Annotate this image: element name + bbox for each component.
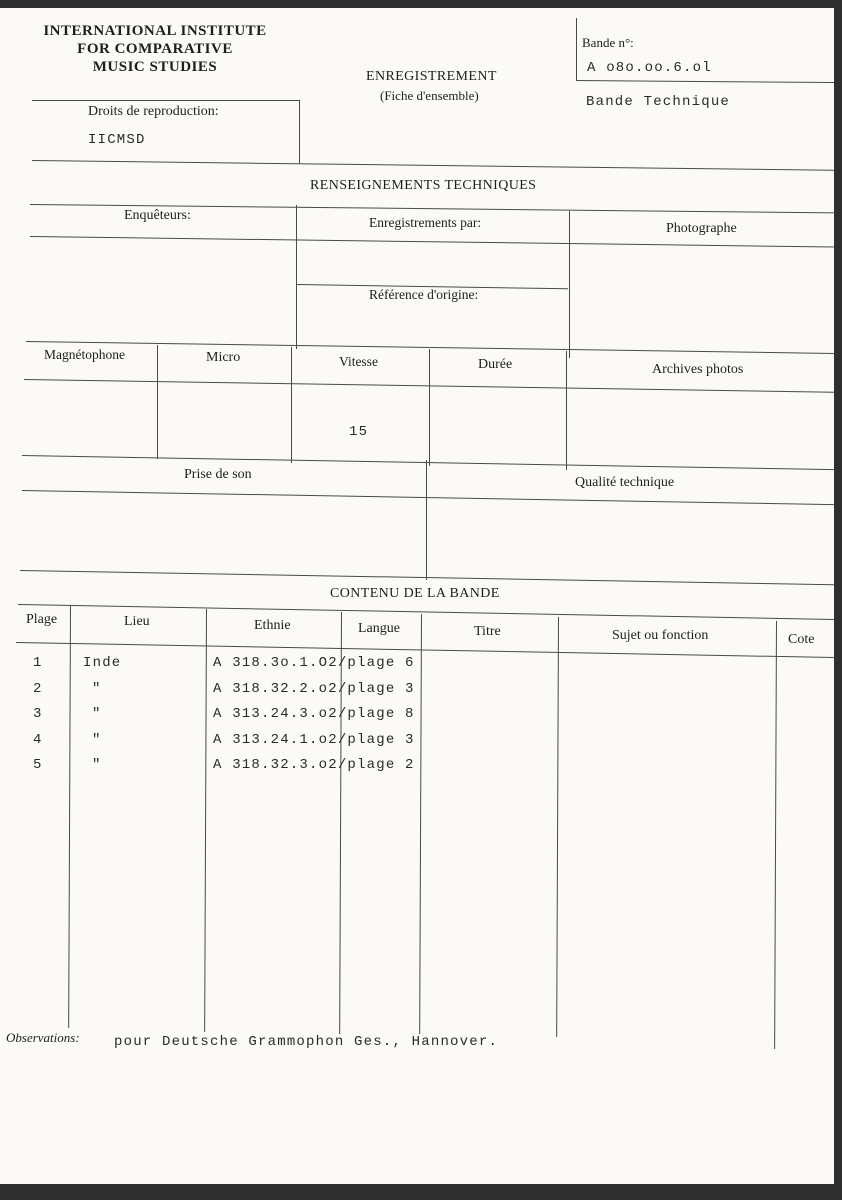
contents-section-title: CONTENU DE LA BANDE	[330, 586, 500, 601]
row-plage: 5	[33, 757, 43, 773]
prise-de-son-label: Prise de son	[184, 467, 252, 482]
magnetophone-label: Magnétophone	[44, 347, 125, 362]
row-plage: 4	[33, 732, 43, 748]
row-lieu: "	[92, 706, 102, 722]
col-cote: Cote	[788, 632, 815, 647]
doc-title: ENREGISTREMENT	[366, 69, 497, 84]
scan-border	[834, 0, 842, 1200]
row-ethnie: A 318.32.2.o2/plage 3	[213, 681, 415, 697]
table-row	[0, 706, 834, 731]
col-langue: Langue	[358, 621, 400, 636]
technical-section-title: RENSEIGNEMENTS TECHNIQUES	[310, 178, 537, 193]
droits-value: IICMSD	[88, 132, 146, 148]
vitesse-label: Vitesse	[339, 354, 378, 369]
photographe-label: Photographe	[666, 221, 737, 236]
bande-label: Bande n°:	[582, 35, 634, 50]
bande-type: Bande Technique	[586, 94, 731, 110]
observations-value: pour Deutsche Grammophon Ges., Hannover.	[114, 1034, 499, 1050]
qualite-technique-label: Qualité technique	[575, 475, 675, 490]
table-row	[0, 655, 834, 680]
row-ethnie: A 313.24.3.o2/plage 8	[213, 706, 415, 722]
archives-photos-label: Archives photos	[652, 362, 744, 377]
row-lieu: "	[92, 732, 102, 748]
row-plage: 1	[33, 655, 43, 671]
table-row	[0, 732, 834, 757]
droits-label: Droits de reproduction:	[88, 104, 219, 119]
col-sujet-ou-fonction: Sujet ou fonction	[612, 628, 709, 643]
vitesse-value: 15	[349, 424, 369, 440]
row-ethnie: A 313.24.1.o2/plage 3	[213, 732, 415, 748]
record-sheet	[0, 8, 834, 1184]
doc-subtitle: (Fiche d'ensemble)	[380, 88, 479, 103]
row-plage: 2	[33, 681, 43, 697]
row-lieu: "	[92, 681, 102, 697]
col-lieu: Lieu	[124, 614, 150, 629]
row-lieu: Inde	[83, 655, 122, 671]
row-ethnie: A 318.32.3.o2/plage 2	[213, 757, 415, 773]
table-row	[0, 681, 834, 706]
row-ethnie: A 318.3o.1.O2/plage 6	[213, 655, 415, 671]
col-titre: Titre	[474, 624, 501, 639]
institute-name: INTERNATIONAL INSTITUTE FOR COMPARATIVE MUSIC STUDIES	[43, 23, 267, 75]
row-plage: 3	[33, 706, 43, 722]
row-lieu: "	[92, 757, 102, 773]
micro-label: Micro	[206, 350, 241, 365]
reference-label: Référence d'origine:	[369, 287, 479, 302]
table-row	[0, 757, 834, 782]
enqueteurs-label: Enquêteurs:	[124, 208, 191, 223]
col-plage: Plage	[26, 612, 58, 627]
col-ethnie: Ethnie	[254, 618, 291, 633]
observations-label: Observations:	[6, 1030, 80, 1045]
duree-label: Durée	[478, 357, 513, 372]
bande-number: A o8o.oo.6.ol	[587, 60, 712, 76]
enregistrements-par-label: Enregistrements par:	[369, 215, 482, 230]
